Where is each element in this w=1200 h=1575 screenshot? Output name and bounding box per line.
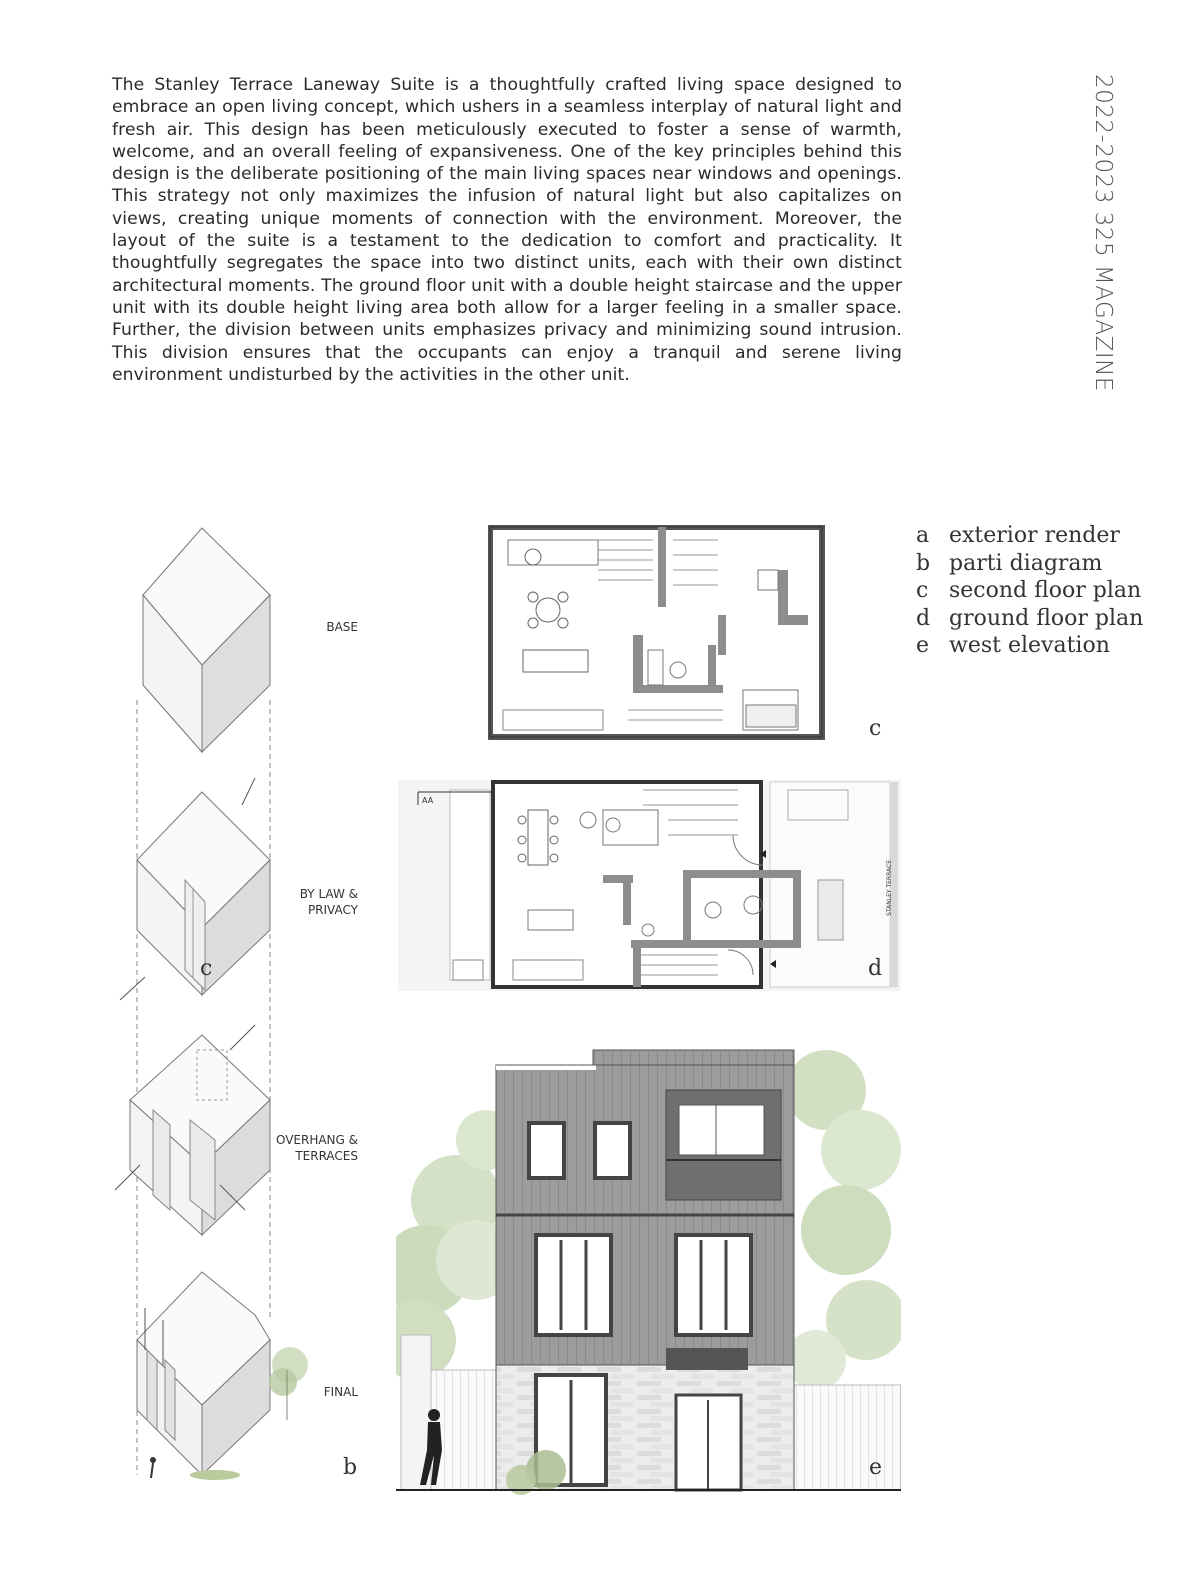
parti-label-final: FINAL (323, 1385, 358, 1399)
magazine-side-title: 2022-2023 325 MAGAZINE (1090, 74, 1116, 392)
west-elevation (396, 1030, 901, 1495)
legend-item: b parti diagram (916, 550, 1103, 576)
parti-letter: b (343, 1455, 358, 1480)
legend-item: d ground floor plan (916, 605, 1144, 631)
ground-floor-plan (398, 780, 901, 991)
intro-paragraph: The Stanley Terrace Laneway Suite is a thoughtfully crafted living space designed to embrace an open living concept, which ushers in a seamless interplay of natural light and fresh air. This design has been meticulously executed to foster a sense of warmth, welcome, and an overall feeling of expansiveness. One of the key principles behind this design is the deliberate positioning of the main living spaces near windows and openings. This strategy not only maximizes the infusion of natural light but also capitalizes on views, creating unique moments of connection with the environment. Moreover, the layout of the suite is a testament to the dedication to comfort and practicality. It thoughtfully segregates the space into two distinct units, each with their own distinct architectural moments. The ground floor unit with a double height staircase and the upper unit with its double height living area both allow for a larger feeling in a smaller space. Further, the division between units emphasizes privacy and minimizing sound intrusion. This division ensures that the occupants can enjoy a tranquil and serene living environment undisturbed by the activities in the other unit. (112, 75, 902, 385)
parti-base-massing (143, 528, 270, 752)
figure-legend (916, 522, 1176, 660)
parti-diagram (105, 520, 385, 1500)
parti-overhang-massing (115, 1025, 270, 1235)
parti-label-overhang: OVERHANG & TERRACES (275, 1133, 358, 1163)
legend-item: c second floor plan (916, 578, 1142, 603)
west-elevation-drawing (396, 1030, 901, 1495)
ground-floor-plan-drawing (398, 780, 901, 991)
parti-label-bylaw: BY LAW & PRIVACY (299, 887, 358, 917)
parti-diagram-drawing (105, 520, 385, 1500)
legend-item: a exterior render (916, 523, 1120, 548)
ground-floor-plan-street: STANLEY TERRACE (886, 860, 893, 916)
ground-floor-plan-letter: d (868, 956, 883, 981)
second-floor-plan-letter: c (869, 716, 882, 741)
parti-inner-letter: c (200, 956, 213, 981)
parti-bylaw-massing (120, 778, 270, 1000)
second-floor-plan-drawing (488, 525, 828, 740)
parti-label-base: BASE (326, 620, 358, 634)
legend-item: e west elevation (916, 633, 1110, 658)
ground-floor-plan-tag: AA (422, 796, 434, 805)
parti-final-massing (137, 1272, 308, 1480)
west-elevation-letter: e (869, 1455, 883, 1480)
second-floor-plan (488, 525, 828, 740)
